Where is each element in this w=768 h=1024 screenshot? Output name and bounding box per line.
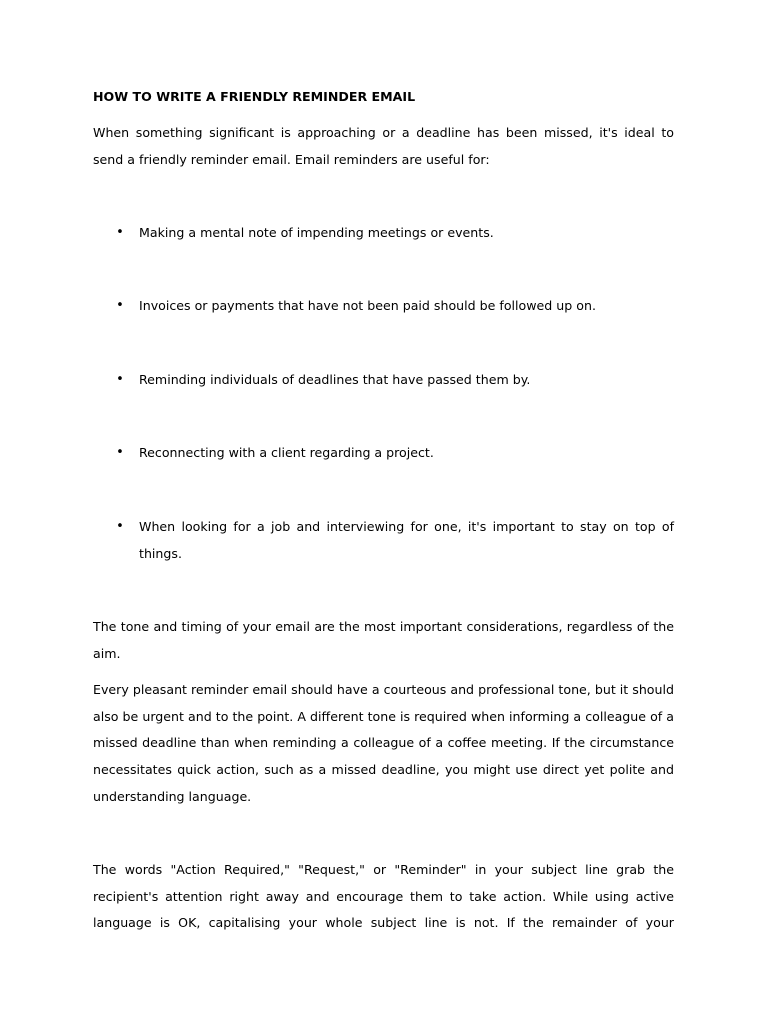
subject-paragraph: The words "Action Required," "Request," or "Reminder" in your subject line grab the recipient's attention right away and encourage them to take action. While using active language is OK, capitalising your whole subject line is not. If the remainder of your xyxy=(93,862,674,931)
intro-paragraph: When something significant is approaching or a deadline has been missed, it's ideal to send a friendly reminder email. Email reminders are useful for: xyxy=(93,125,674,167)
page-title: HOW TO WRITE A FRIENDLY REMINDER EMAIL xyxy=(93,89,416,104)
list-item-text: Reconnecting with a client regarding a project. xyxy=(139,445,434,460)
bullet-icon: • xyxy=(116,519,124,534)
bullet-icon: • xyxy=(116,225,124,240)
list-item-text: Making a mental note of impending meetings or events. xyxy=(139,225,494,240)
bullet-icon: • xyxy=(116,298,124,313)
bullet-icon: • xyxy=(116,445,124,460)
list-item-text: Reminding individuals of deadlines that have passed them by. xyxy=(139,372,531,387)
list-item-text: When looking for a job and interviewing for one, it's important to stay on top of things. xyxy=(139,519,674,561)
pleasant-paragraph: Every pleasant reminder email should have a courteous and professional tone, but it should also be urgent and to the point. A different tone is required when informing a colleague of a missed deadline than when reminding a colleague of a coffee meeting. If the circumstance necessitates quick action, such as a missed deadline, you might use direct yet polite and understanding language. xyxy=(93,682,674,804)
bullet-icon: • xyxy=(116,372,124,387)
tone-paragraph: The tone and timing of your email are the most important considerations, regardless of the aim. xyxy=(93,619,674,661)
list-item-text: Invoices or payments that have not been paid should be followed up on. xyxy=(139,298,596,313)
